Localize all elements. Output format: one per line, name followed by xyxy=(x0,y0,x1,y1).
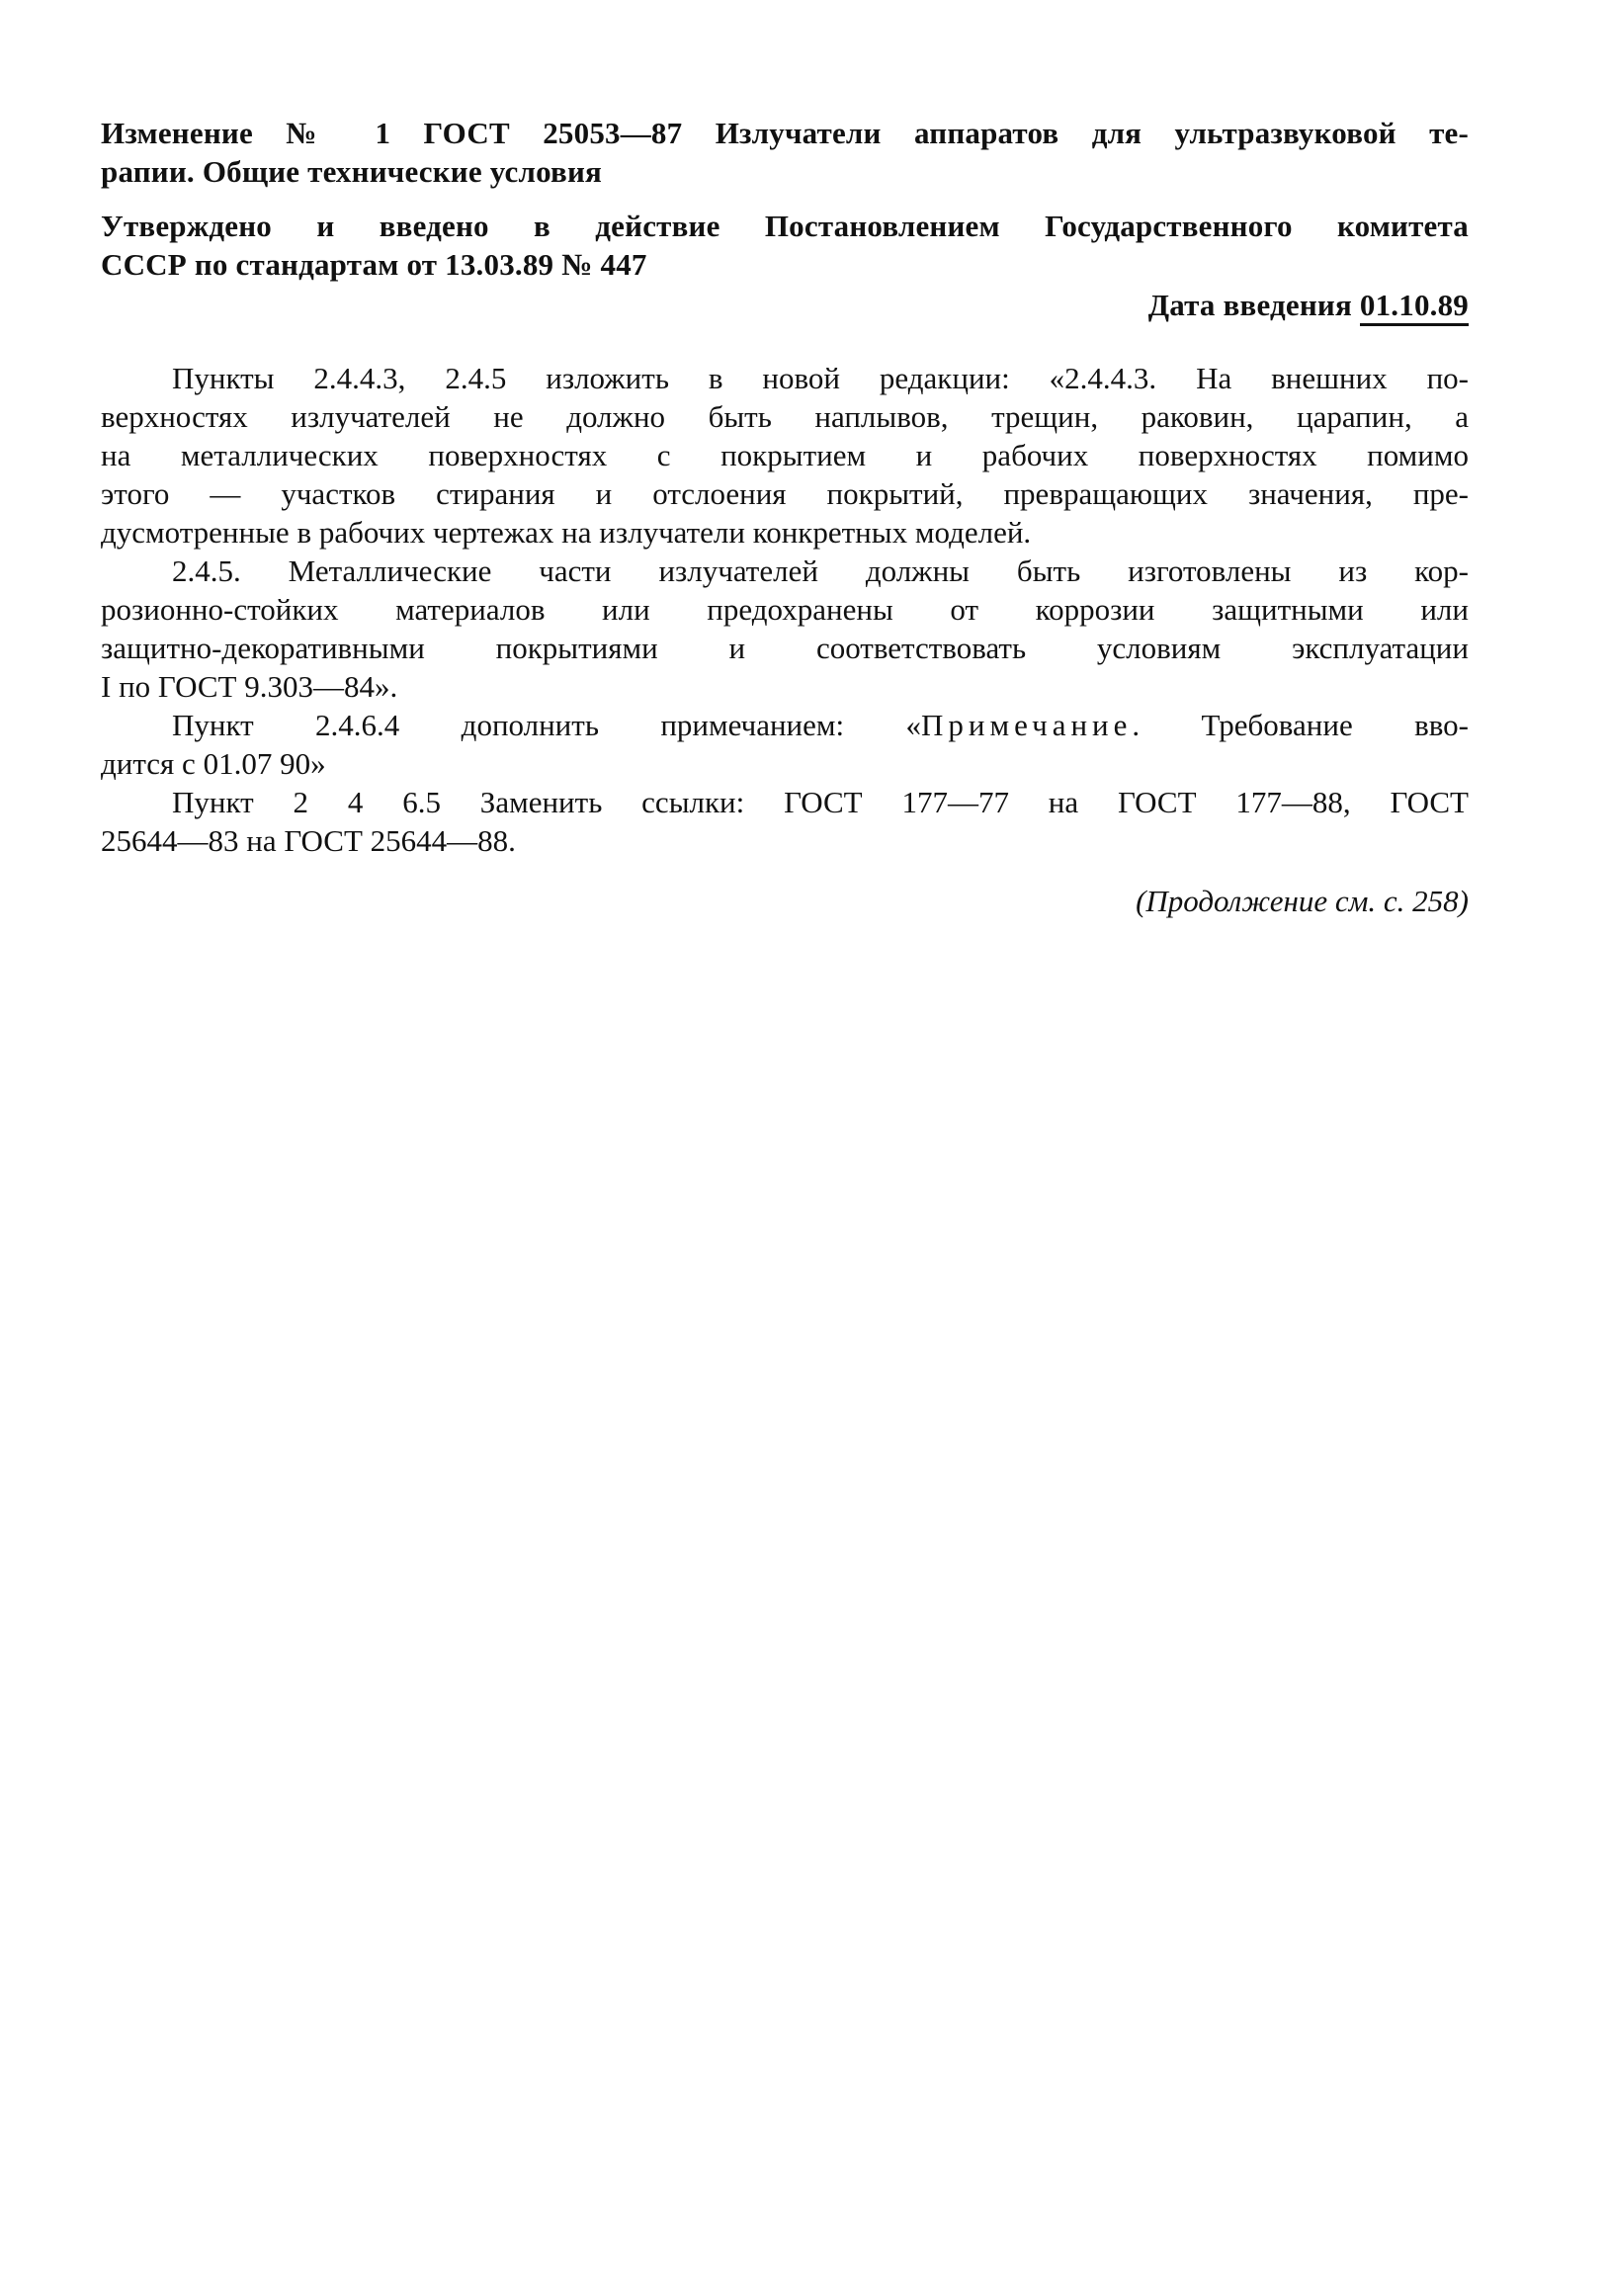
approval-line1: Утверждено и введено в действие Постановлением Государственного комитета xyxy=(101,209,1469,243)
paragraph2-line3: защитно-декоративными покрытиями и соответствовать условиям эксплуатации xyxy=(101,631,1469,665)
paragraph1-line2: верхностях излучателей не должно быть наплывов, трещин, раковин, царапин, а xyxy=(101,399,1469,434)
paragraph3-line1 xyxy=(101,707,1469,744)
continuation-note: (Продолжение см. с. 258) xyxy=(1136,884,1469,918)
paragraph4-line1: Пункт 2 4 6.5 Заменить ссылки: ГОСТ 177—77 на ГОСТ 177—88, ГОСТ xyxy=(172,785,1469,819)
effective-date xyxy=(101,287,1469,324)
paragraph2-line1: 2.4.5. Металлические части излучателей должны быть изготовлены из кор- xyxy=(172,553,1469,588)
amendment-title-line1: Изменение № 1 ГОСТ 25053—87 Излучатели аппаратов для ультразвуковой те- xyxy=(101,116,1469,150)
effective-date-value: 01.10.89 xyxy=(1360,290,1469,326)
paragraph3-intro: Пункт 2.4.6.4 дополнить примечанием: « xyxy=(172,708,922,742)
approval-line2: СССР по стандартам от 13.03.89 № 447 xyxy=(101,247,647,282)
amendment-title-line2: рапии. Общие технические условия xyxy=(101,154,602,189)
paragraph2-line2: розионно-стойких материалов или предохранены от коррозии защитными или xyxy=(101,592,1469,627)
paragraph1-line3: на металлических поверхностях с покрытием и рабочих поверхностях помимо xyxy=(101,438,1469,472)
paragraph4-line2: 25644—83 на ГОСТ 25644—88. xyxy=(101,823,516,858)
paragraph1-line1: Пункты 2.4.4.3, 2.4.5 изложить в новой редакции: «2.4.4.3. На внешних по- xyxy=(172,361,1469,395)
paragraph3-line2: дится с 01.07 90» xyxy=(101,746,326,781)
note-label: Примечание xyxy=(921,708,1133,742)
effective-date-label: Дата введения xyxy=(1147,288,1352,322)
paragraph3-tail: . Требование вво- xyxy=(1132,708,1469,742)
paragraph2-line4: I по ГОСТ 9.303—84». xyxy=(101,669,398,704)
paragraph1-line4: этого — участков стирания и отслоения покрытий, превращающих значения, пре- xyxy=(101,476,1469,511)
paragraph1-line5: дусмотренные в рабочих чертежах на излучатели конкретных моделей. xyxy=(101,515,1032,550)
